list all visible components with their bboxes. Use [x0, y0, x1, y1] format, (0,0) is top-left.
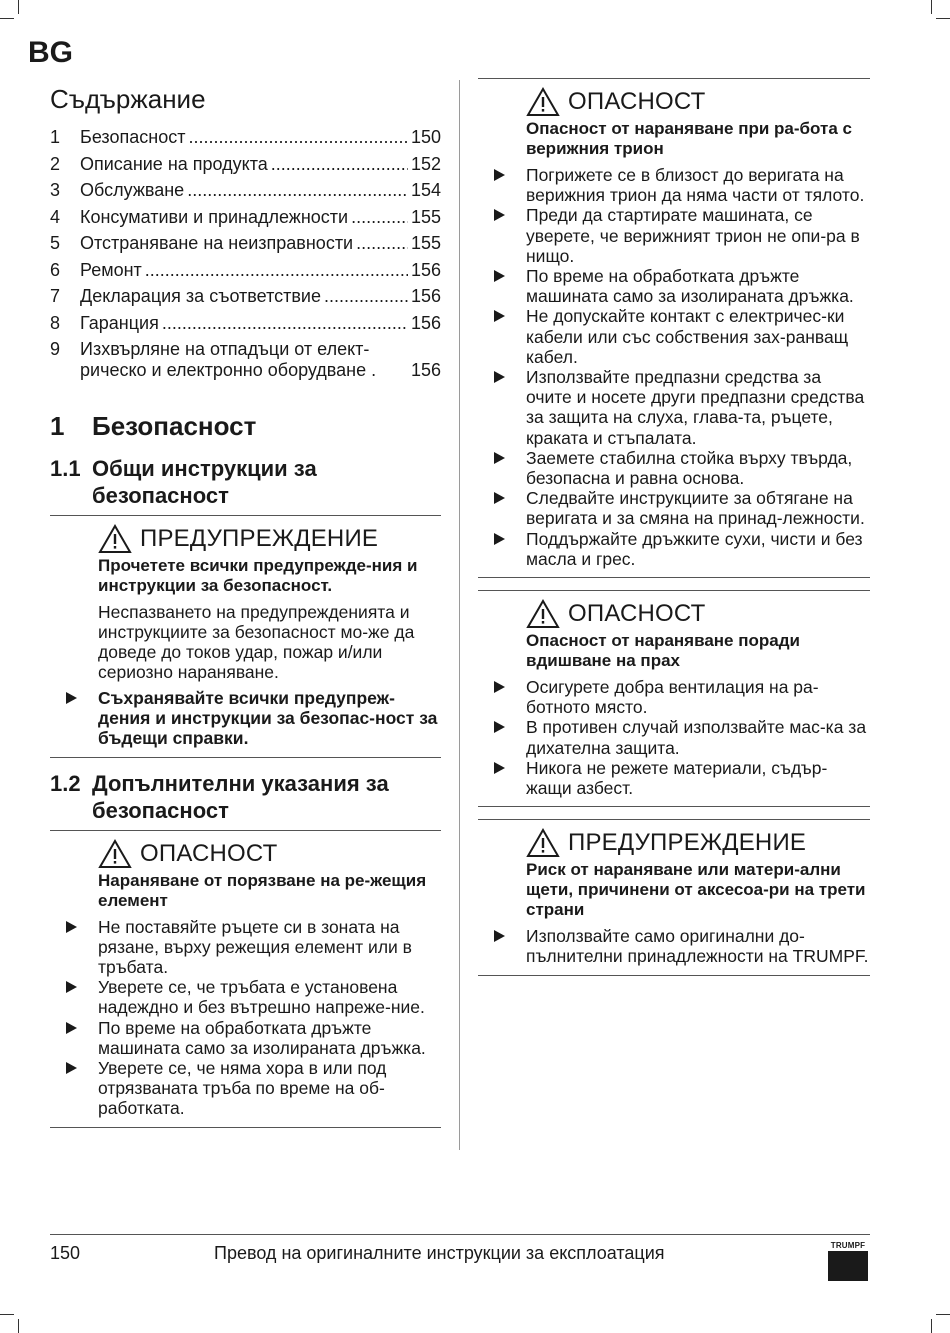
- crop-mark: [936, 1314, 950, 1315]
- warning-triangle-icon: [526, 87, 560, 117]
- language-code: BG: [28, 36, 73, 69]
- signal-word: ПРЕДУПРЕЖДЕНИЕ: [140, 525, 379, 552]
- crop-mark: [0, 18, 14, 19]
- signal-word: ОПАСНОСТ: [140, 839, 278, 867]
- danger-notice-cutting: [50, 830, 441, 1128]
- column-divider: [459, 80, 460, 1150]
- section-heading-1-1: 1.1 Общи инструкции за безопасност: [50, 456, 317, 508]
- notice-title: Риск от нараняване или матери-ални щети, причинени от аксесоа-ри на трети страни: [526, 860, 866, 920]
- toc-item[interactable]: 3 Обслужване ..... 154: [50, 177, 441, 204]
- toc-item[interactable]: 8 Гаранция ..... 156: [50, 310, 441, 337]
- logo-block: [828, 1251, 868, 1281]
- warning-triangle-icon: [526, 599, 560, 629]
- notice-title: Опасност от нараняване при ра-бота с верижния трион: [526, 119, 852, 158]
- warning-triangle-icon: [98, 839, 132, 869]
- list-item: Следвайте инструкциите за обтягане на веригата и за смяна на принад-лежности.: [526, 488, 870, 528]
- crop-mark: [18, 0, 19, 14]
- toc-item[interactable]: 5 Отстраняване на неизправности ..... 155: [50, 230, 441, 257]
- footer-divider: [50, 1234, 870, 1235]
- list-item: Преди да стартирате машината, се уверете, че верижният трион не опи-ра в нищо.: [526, 205, 870, 266]
- crop-mark: [931, 0, 932, 14]
- notice-text: Неспазването на предупрежденията и инструкциите за безопасност мо-же да доведе до токов удар, пожар и/или сериозно нараняване.: [98, 602, 415, 682]
- list-item: Осигурете добра вентилация на ра-ботното място.: [526, 677, 870, 717]
- list-item: Не поставяйте ръцете си в зоната на рязане, върху режещия елемент или в тръбата.: [98, 917, 441, 978]
- toc-item[interactable]: 2 Описание на продукта ..... 152: [50, 151, 441, 178]
- signal-word: ОПАСНОСТ: [568, 600, 706, 628]
- toc-item[interactable]: 4 Консумативи и принадлежности ..... 155: [50, 204, 441, 231]
- table-of-contents: [50, 124, 441, 383]
- signal-word: ПРЕДУПРЕЖДЕНИЕ: [568, 829, 807, 857]
- notice-bullets: [98, 688, 441, 749]
- crop-mark: [931, 1319, 932, 1333]
- toc-item[interactable]: 7 Декларация за съответствие ..... 156: [50, 283, 441, 310]
- list-item: По време на обработката дръжте машината само за изолираната дръжка.: [526, 266, 870, 306]
- warning-notice-accessories: [478, 819, 870, 975]
- footer-text: Превод на оригиналните инструкции за експлоатация: [214, 1243, 665, 1263]
- list-item: Уверете се, че няма хора в или под отрязваната тръба по време на об-работката.: [98, 1058, 441, 1119]
- notice-bullets: [526, 165, 870, 569]
- toc-item[interactable]: 1 Безопасност ..... 150: [50, 124, 441, 151]
- left-column: [50, 78, 441, 1128]
- notice-title: Опасност от нараняване поради вдишване на прах: [526, 631, 800, 671]
- crop-mark: [0, 1314, 14, 1315]
- toc-item[interactable]: 6 Ремонт ..... 156: [50, 257, 441, 284]
- logo-text: TRUMPF: [830, 1241, 866, 1250]
- list-item: В противен случай използвайте мас-ка за дихателна защита.: [526, 717, 870, 757]
- crop-mark: [18, 1319, 19, 1333]
- section-heading-1: 1 Безопасност: [50, 411, 257, 441]
- toc-heading: Съдържание: [50, 84, 206, 114]
- danger-notice-dust: [478, 590, 870, 807]
- toc-item[interactable]: 9 Изхвърляне на отпадъци от елект- рическо и електронно оборудване . 156: [50, 339, 441, 380]
- signal-word: ОПАСНОСТ: [568, 88, 706, 115]
- page-number: 150: [50, 1243, 81, 1263]
- list-item: Погрижете се в близост до веригата на верижния трион да няма части от тялото.: [526, 165, 870, 205]
- list-item: Уверете се, че тръбата е установена надеждно и без вътрешно напреже-ние.: [98, 977, 441, 1017]
- notice-title: Прочетете всички предупрежде-ния и инструкции за безопасност.: [98, 556, 418, 595]
- notice-bullets: [98, 917, 441, 1119]
- notice-title: Нараняване от порязване на ре-жещия елемент: [98, 870, 427, 910]
- list-item: Не допускайте контакт с електричес-ки кабели или със собствения зах-ранващ кабел.: [526, 306, 870, 367]
- list-item: Заемете стабилна стойка върху твърда, безопасна и равна основа.: [526, 448, 870, 488]
- danger-notice-chainsaw: [478, 78, 870, 578]
- list-item: Поддържайте дръжките сухи, чисти и без масла и грес.: [526, 529, 870, 569]
- warning-notice-general: [50, 515, 441, 758]
- warning-triangle-icon: [526, 828, 560, 858]
- trumpf-logo: [828, 1241, 868, 1281]
- notice-bullets: [526, 926, 870, 966]
- warning-triangle-icon: [98, 524, 132, 554]
- crop-mark: [936, 18, 950, 19]
- list-item: Никога не режете материали, съдър-жащи азбест.: [526, 758, 870, 798]
- list-item: Съхранявайте всички предупреж-дения и инструкции за безопас-ност за бъдещи справки.: [98, 688, 441, 749]
- list-item: По време на обработката дръжте машината само за изолираната дръжка.: [98, 1018, 441, 1058]
- section-heading-1-2: 1.2 Допълнителни указания за безопасност: [50, 770, 389, 823]
- right-column: [478, 78, 870, 976]
- list-item: Използвайте предпазни средства за очите и носете други предпазни средства за защита на слуха, глава-та, ръцете, краката и стъпалата.: [526, 367, 870, 448]
- notice-bullets: [526, 677, 870, 798]
- list-item: Използвайте само оригинални до-пълнителни принадлежности на TRUMPF.: [526, 926, 870, 966]
